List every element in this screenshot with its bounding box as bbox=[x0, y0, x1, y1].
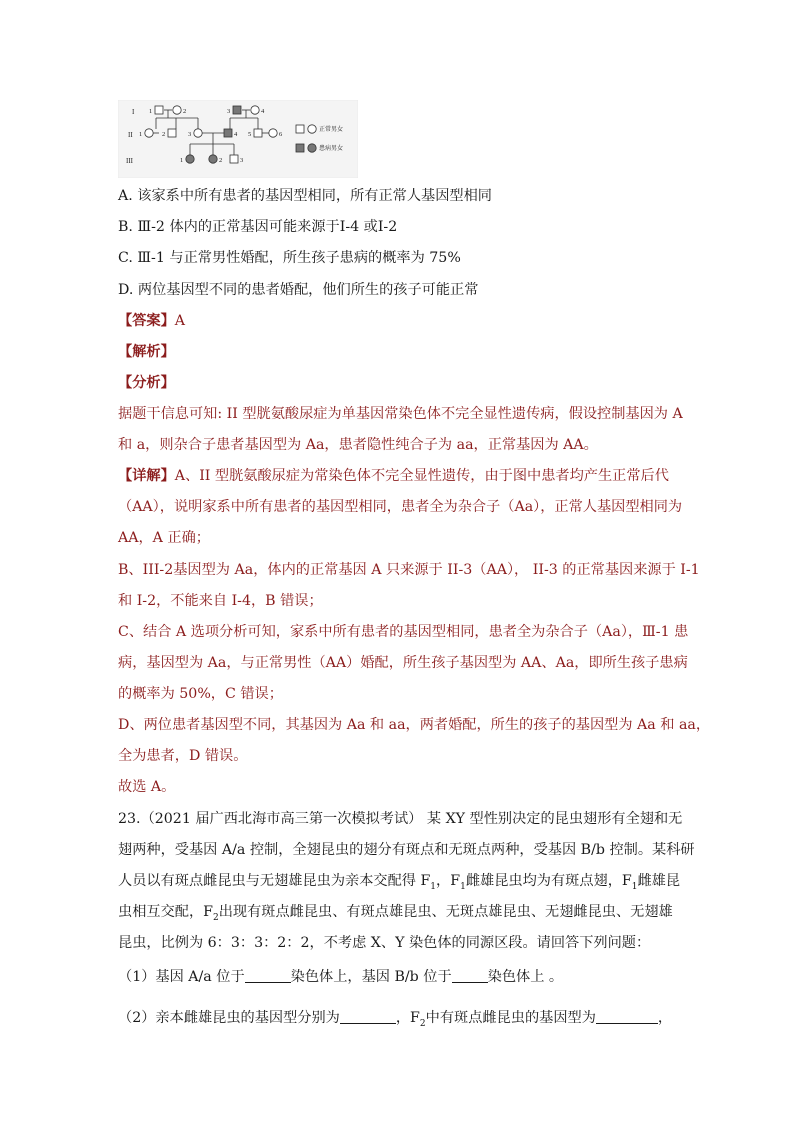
id-label: 1 bbox=[139, 131, 143, 138]
xiangjie-line-1 bbox=[118, 466, 669, 486]
xiangjie-line: 的概率为 50%，C 错误； bbox=[118, 686, 283, 702]
id-label: 4 bbox=[234, 131, 238, 138]
answer-blank[interactable] bbox=[452, 968, 488, 983]
id-label: 1 bbox=[180, 157, 184, 164]
text-segment: 虫相互交配，F bbox=[118, 904, 213, 920]
option-a: A. 该家系中所有患者的基因型相同，所有正常人基因型相同 bbox=[118, 188, 492, 204]
affected-female-symbol bbox=[209, 155, 217, 163]
subscript: 1 bbox=[631, 881, 638, 892]
normal-female-symbol bbox=[145, 129, 153, 137]
fenxi-line: 据题干信息可知: II 型胱氨酸尿症为单基因常染色体不完全显性遗传病，假设控制基因为 A bbox=[118, 406, 683, 422]
legend-normal-label: 正常男女 bbox=[319, 126, 344, 133]
id-label: 4 bbox=[261, 108, 265, 115]
xiangjie-line: B、III-2基因型为 Aa，体内的正常基因 A 只来源于 II-3（AA）， II-3 的正常基因来源于 I-1 bbox=[118, 562, 700, 578]
id-label: 5 bbox=[248, 131, 252, 138]
text-segment: ，F bbox=[436, 873, 461, 889]
question-23-line-3 bbox=[118, 871, 680, 897]
subscript: 2 bbox=[212, 912, 219, 923]
text-segment: 出现有斑点雌昆虫、有斑点雄昆虫、无斑点雄昆虫、无翅雌昆虫、无翅雄 bbox=[218, 904, 673, 920]
text-segment: 中有斑点雌昆虫的基因型为 bbox=[425, 1010, 596, 1026]
text-segment: （1）基因 A/a 位于 bbox=[118, 969, 245, 985]
text-segment: 染色体上 。 bbox=[487, 969, 564, 985]
answer-blank[interactable] bbox=[245, 968, 291, 983]
text-segment: ， bbox=[657, 1010, 673, 1026]
answer-line bbox=[118, 311, 185, 331]
xiangjie-line: D、两位患者基因型不同，其基因为 Aa 和 aa，两者婚配，所生的孩子的基因型为 Aa 和 aa， bbox=[118, 717, 711, 733]
normal-male-symbol bbox=[230, 155, 238, 163]
text-segment: （2）亲本雌雄昆虫的基因型分别为 bbox=[118, 1010, 340, 1026]
normal-female-symbol bbox=[251, 106, 259, 114]
xiangjie-line: 全为患者，D 错误。 bbox=[118, 748, 248, 764]
legend-normal-female-symbol bbox=[308, 125, 316, 133]
subscript: 1 bbox=[430, 881, 437, 892]
normal-female-symbol bbox=[194, 129, 202, 137]
fenxi-line: 和 a，则杂合子患者基因型为 Aa，患者隐性纯合子为 aa，正常基因为 AA。 bbox=[118, 437, 598, 453]
analysis-label: 【解析】 bbox=[118, 344, 175, 360]
id-label: 1 bbox=[149, 108, 153, 115]
subscript: 1 bbox=[460, 881, 466, 892]
normal-female-symbol bbox=[269, 129, 277, 137]
id-label: 3 bbox=[227, 108, 231, 115]
normal-male-symbol bbox=[168, 129, 176, 137]
xiangjie-label: 【详解】 bbox=[118, 468, 175, 484]
answer-label: 【答案】 bbox=[118, 313, 175, 329]
sub-question-1 bbox=[118, 967, 563, 987]
normal-male-symbol bbox=[155, 106, 163, 114]
normal-male-symbol bbox=[254, 129, 262, 137]
id-label: 2 bbox=[183, 108, 187, 115]
text-segment: 雌雄昆 bbox=[637, 873, 681, 889]
fenxi-label: 【分析】 bbox=[118, 375, 175, 391]
question-23-line-5: 昆虫，比例为 6：3：3：2：2，不考虑 X、Y 染色体的同源区段。请回答下列问题： bbox=[118, 935, 651, 951]
id-label: 6 bbox=[279, 131, 283, 138]
subscript: 2 bbox=[419, 1018, 426, 1029]
text-segment: 染色体上，基因 B/b 位于 bbox=[290, 969, 452, 985]
legend-normal-male-symbol bbox=[296, 125, 304, 133]
xiangjie-line: 病，基因型为 Aa，与正常男性（AA）婚配，所生孩子基因型为 AA、Aa，即所生孩子患病 bbox=[118, 655, 688, 671]
legend-affected-female-symbol bbox=[308, 144, 316, 152]
gen-label-3: III bbox=[126, 157, 133, 165]
gen-label-2: II bbox=[128, 131, 133, 139]
answer-value: A bbox=[174, 313, 186, 329]
option-d: D. 两位基因型不同的患者婚配，他们所生的孩子可能正常 bbox=[118, 282, 479, 298]
xiangjie-line: C、结合 A 选项分析可知，家系中所有患者的基因型相同，患者全为杂合子（Aa），Ⅲ-1 患 bbox=[118, 624, 689, 640]
option-b: B. Ⅲ-2 体内的正常基因可能来源于Ⅰ-4 或Ⅰ-2 bbox=[118, 219, 398, 235]
answer-blank[interactable] bbox=[596, 1009, 658, 1024]
id-label: 3 bbox=[188, 131, 192, 138]
gen-label-1: I bbox=[132, 108, 135, 116]
id-label: 3 bbox=[240, 157, 244, 164]
conclusion: 故选 A。 bbox=[118, 779, 176, 795]
xiangjie-line: 和 I-2，不能来自 I-4，B 错误； bbox=[118, 593, 323, 609]
id-label: 2 bbox=[162, 131, 166, 138]
affected-male-symbol bbox=[233, 106, 241, 114]
sub-question-2 bbox=[118, 1008, 672, 1034]
option-c: C. Ⅲ-1 与正常男性婚配，所生孩子患病的概率为 75% bbox=[118, 250, 461, 266]
question-23-line-1: 23.（2021 届广西北海市高三第一次模拟考试） 某 XY 型性别决定的昆虫翅形有全翅和无 bbox=[118, 811, 683, 827]
affected-female-symbol bbox=[186, 155, 194, 163]
answer-blank[interactable] bbox=[340, 1009, 396, 1024]
pedigree-chart bbox=[118, 100, 358, 178]
legend-affected-male-symbol bbox=[296, 144, 304, 152]
xiangjie-line: （AA），说明家系中所有患者的基因型相同，患者全为杂合子（Aa），正常人基因型相同为 bbox=[118, 499, 683, 515]
normal-female-symbol bbox=[173, 106, 181, 114]
xiangjie-line: AA，A 正确； bbox=[118, 530, 210, 546]
legend-affected-label: 患病男女 bbox=[319, 145, 344, 152]
text-segment: 雌雄昆虫均为有斑点翅，F bbox=[465, 873, 632, 889]
affected-male-symbol bbox=[224, 129, 232, 137]
id-label: 2 bbox=[219, 157, 223, 164]
text-segment: 人员以有斑点雌昆虫与无翅雄昆虫为亲本交配得 F bbox=[118, 873, 431, 889]
xiangjie-text: A、II 型胱氨酸尿症为常染色体不完全显性遗传，由于图中患者均产生正常后代 bbox=[174, 468, 669, 484]
question-23-line-4 bbox=[118, 902, 673, 928]
question-23-line-2: 翅两种，受基因 A/a 控制，全翅昆虫的翅分有斑点和无斑点两种，受基因 B/b 控制。某科研 bbox=[118, 842, 695, 858]
text-segment: ，F bbox=[395, 1010, 420, 1026]
